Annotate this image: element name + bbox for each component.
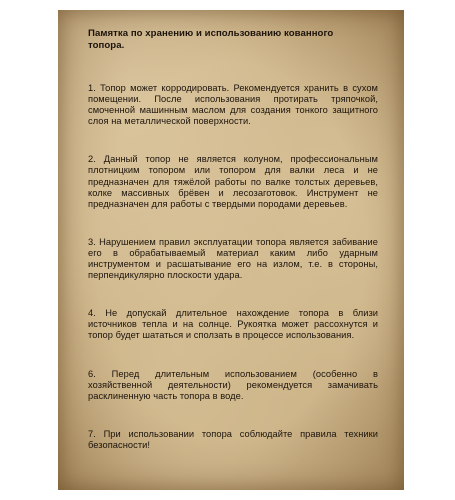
instruction-item-3: 3. Нарушением правил эксплуатации топора является забивание его в обрабатываемый материал каким либо ударным инструментом и расшатывание его на излом, т.е. в стороны, перпендикулярно плоскости удара. — [88, 236, 378, 281]
instruction-sheet — [58, 10, 404, 490]
instruction-item-4: 4. Не допускай длительное нахождение топора в близи источников тепла и на солнце. Рукоятка может рассохнутся и топор будет шататься и сползать в процессе использования. — [88, 308, 378, 341]
sheet-content — [88, 28, 378, 451]
instruction-item-6: 6. Перед длительным использованием (особенно в хозяйственной деятельности) рекомендуется замачивать расклиненную часть топора в воде. — [88, 368, 378, 401]
instruction-item-1: 1. Топор может корродировать. Рекомендуется хранить в сухом помещении. После использования протирать тряпочкой, смоченной машинным маслом для создания тонкого защитного слоя на металлической поверхности. — [88, 83, 378, 127]
instruction-item-7: 7. При использовании топора соблюдайте правила техники безопасности! — [88, 428, 378, 450]
instruction-item-2: 2. Данный топор не является колуном, профессиональным плотницким топором или топором для валки леса и не предназначен для тяжёлой работы по валке толстых деревьев, колке массивных брёвен и лесозаготовок. Инструмент не предназначен для работы с твердыми породами деревьев. — [88, 154, 378, 209]
document-title: Памятка по хранению и использованию кованного топора. — [88, 28, 334, 51]
